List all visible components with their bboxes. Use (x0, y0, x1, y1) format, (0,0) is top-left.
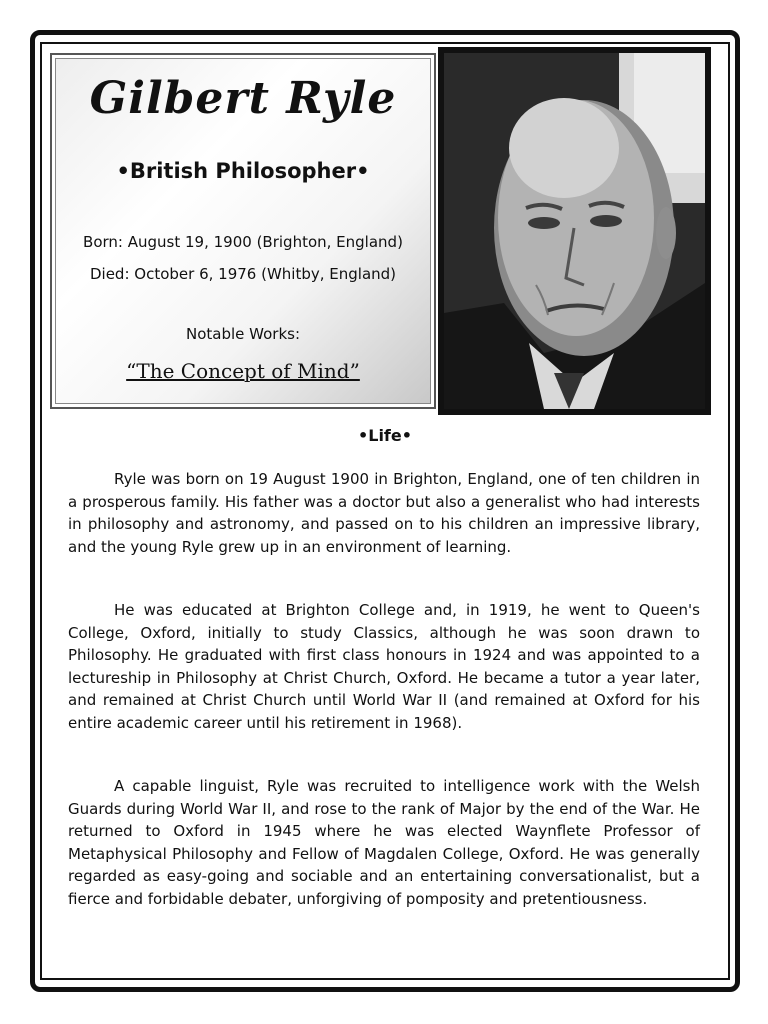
life-paragraph-3: A capable linguist, Ryle was recruited to intelligence work with the Welsh Guards during World War II, and rose to the rank of Major by the end of the War. He returned to Oxford in 1945 where he was elected Waynflete Professor of Metaphysical Philosophy and Fellow of Magdalen College, Oxford. He was generally regarded as easy-going and sociable and an entertaining conversationalist, but a fierce and forbidable debater, unforgiving of pomposity and pretentiousness. (68, 777, 700, 908)
born-line: Born: August 19, 1900 (Brighton, England) (83, 233, 403, 251)
info-box (50, 53, 436, 409)
notable-works-label: Notable Works: (185, 325, 300, 343)
portrait-photo (444, 53, 705, 409)
portrait-photo-icon (444, 53, 705, 409)
portrait-frame (438, 47, 711, 415)
notable-work-title: “The Concept of Mind” (126, 359, 360, 383)
died-line: Died: October 6, 1976 (Whitby, England) (89, 265, 397, 283)
life-paragraph-1: Ryle was born on 19 August 1900 in Brighton, England, one of ten children in a prosperous family. His father was a doctor but also a generalist who had interests in philosophy and astronomy, and passed on to his children an impressive library, and the young Ryle grew up in an environment of learning. (68, 470, 700, 556)
subtitle: •British Philosopher• (116, 159, 370, 183)
life-paragraph-2: He was educated at Brighton College and, in 1919, he went to Queen's College, Oxford, initially to study Classics, although he was soon drawn to Philosophy. He graduated with first class honours in 1924 and was appointed to a lectureship in Philosophy at Christ Church, Oxford. He became a tutor a year later, and remained at Christ Church until World War II (and remained at Oxford for his entire academic career until his retirement in 1968). (68, 601, 700, 732)
life-heading: •Life• (358, 426, 412, 445)
page-title: Gilbert Ryle (89, 73, 397, 124)
